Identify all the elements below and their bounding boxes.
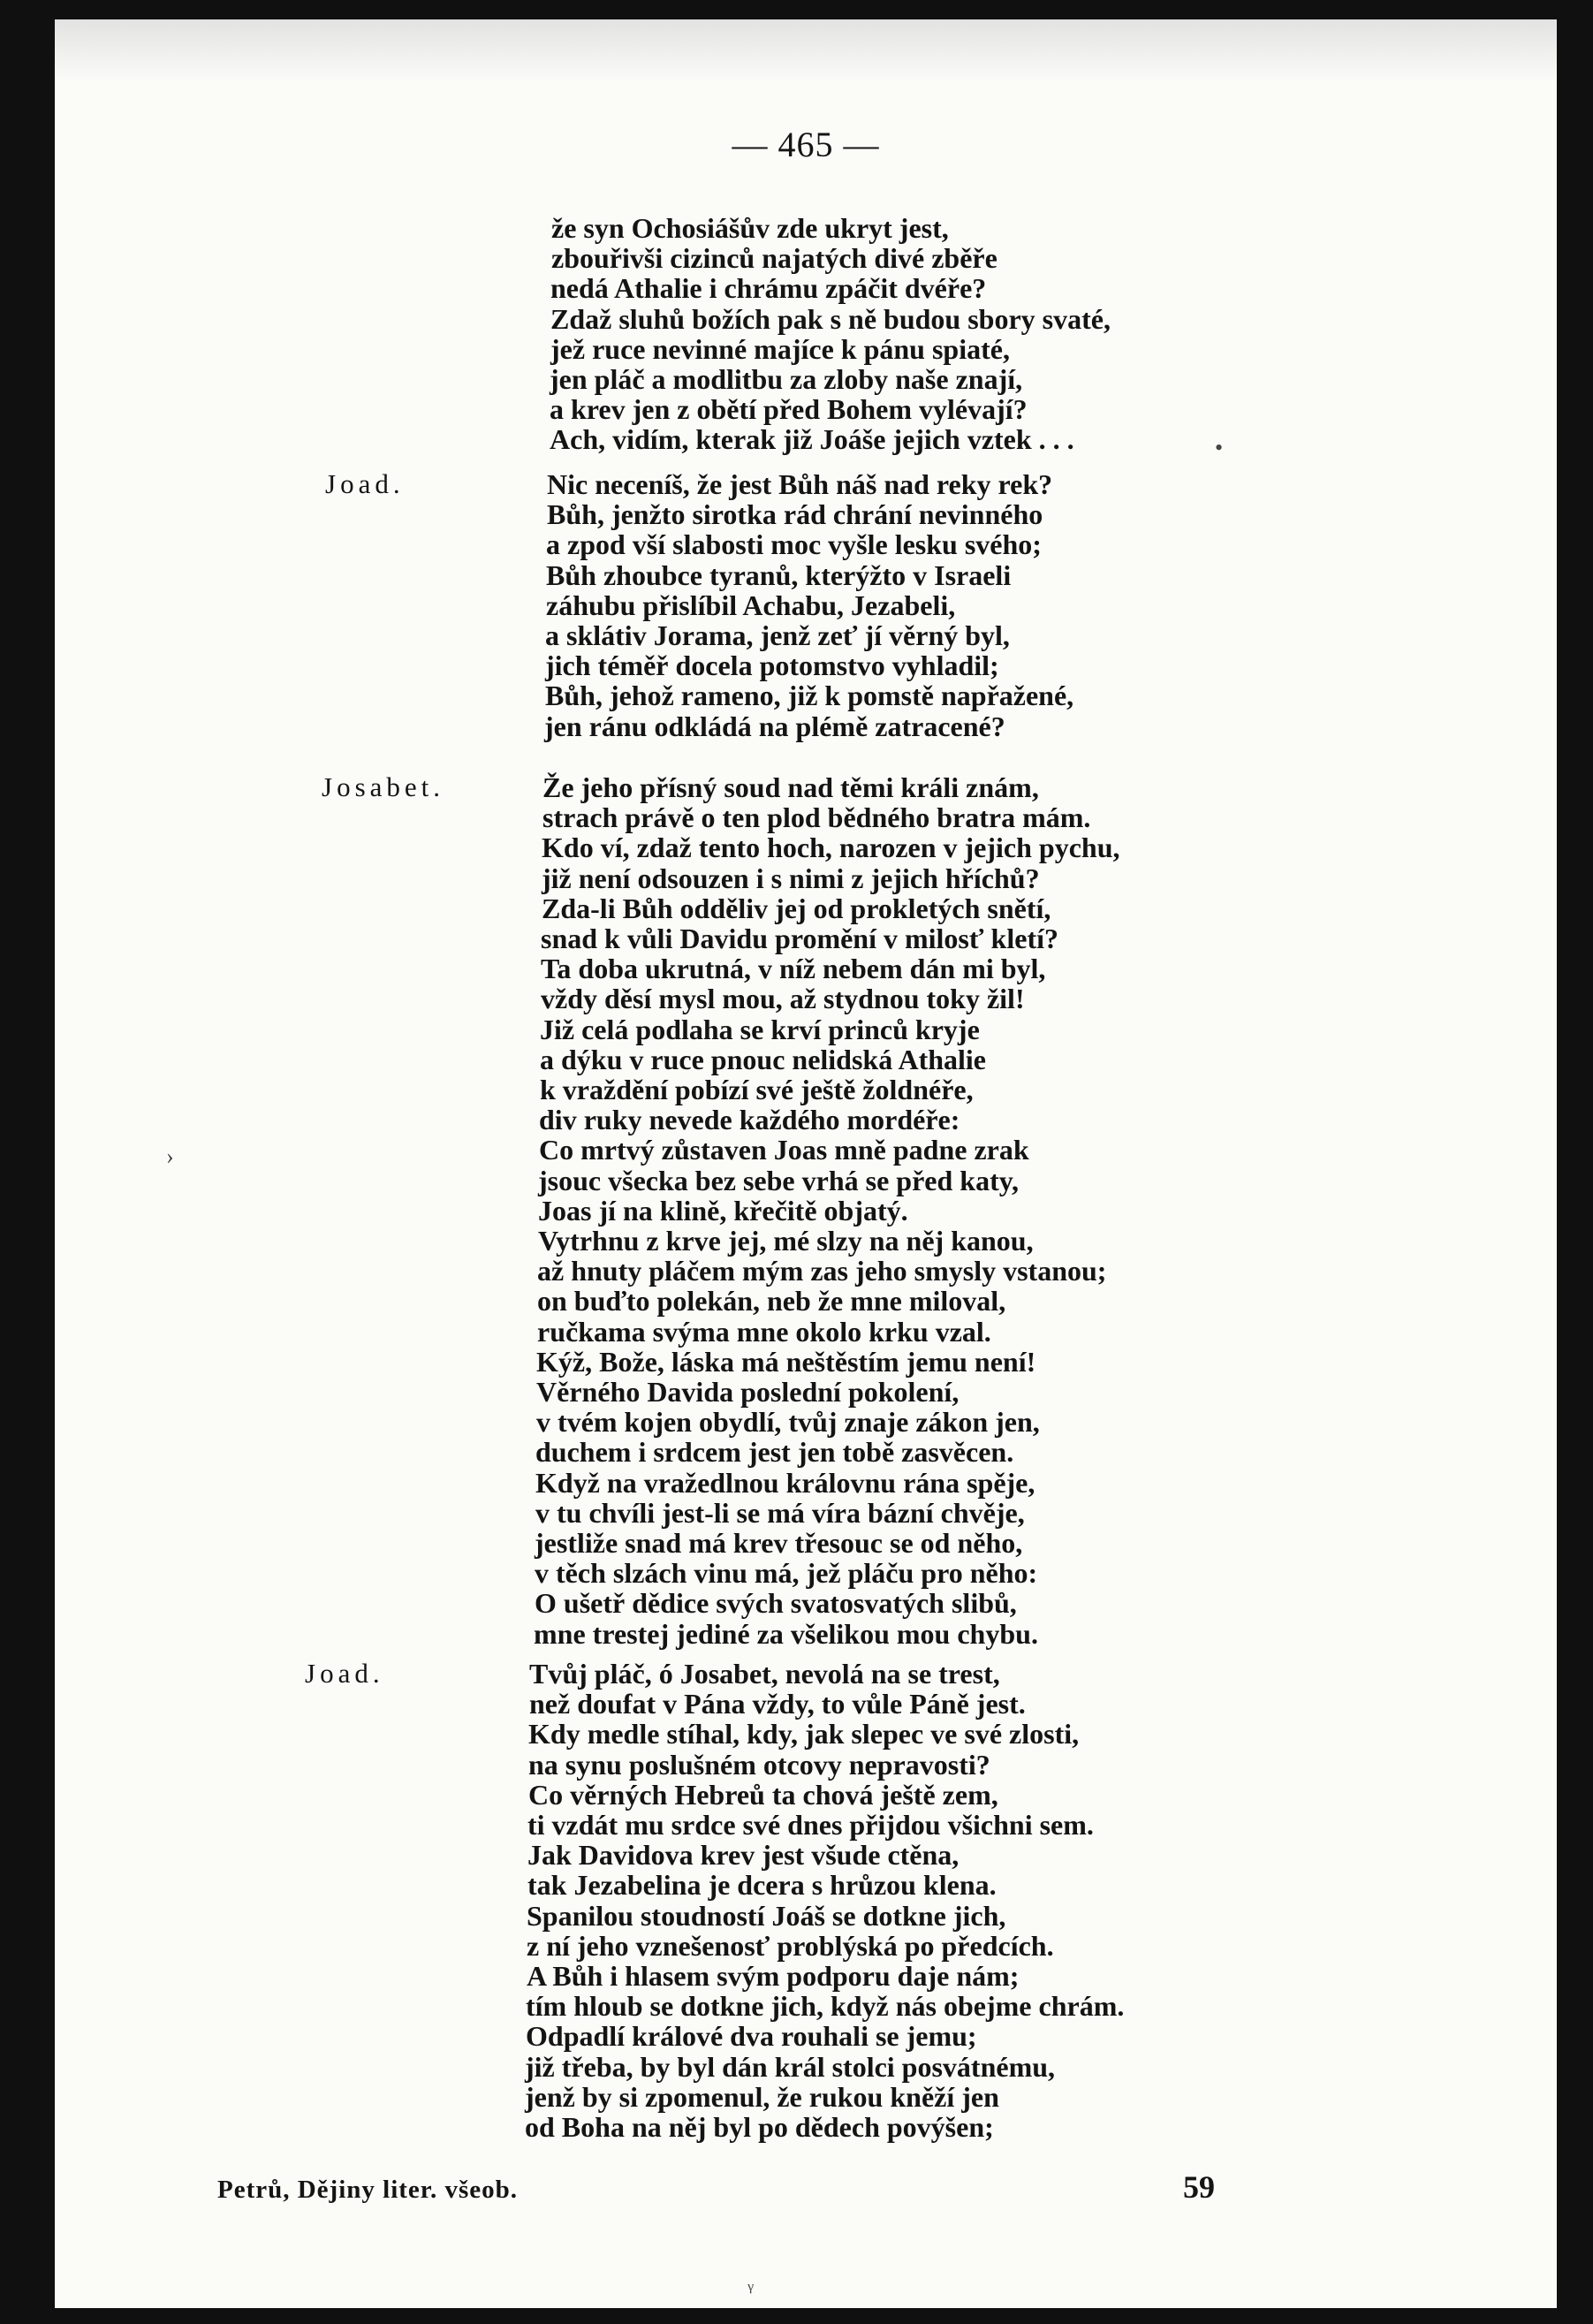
verse-text: Věrného Davida poslední pokolení,	[536, 1376, 960, 1408]
verse-text: A Bůh i hlasem svým podporu daje nám;	[527, 1960, 1020, 1992]
verse-text: Joas jí na klině, křečitě objatý.	[538, 1195, 908, 1227]
footer-source: Petrů, Dějiny liter. všeob.	[217, 2176, 519, 2204]
verse-line	[55, 2112, 1557, 2142]
verse-line	[55, 1780, 1557, 1810]
margin-mark: ›	[166, 1143, 174, 1169]
verse-text: Zda-li Bůh odděliv jej od prokletých snětí,	[542, 892, 1051, 924]
verse-line	[55, 394, 1557, 424]
verse-line	[55, 2052, 1557, 2082]
verse-text: nedá Athalie i chrámu zpáčit dvéře?	[550, 272, 987, 304]
verse-line	[55, 1105, 1557, 1135]
verse-line	[55, 243, 1557, 273]
verse-line	[55, 802, 1557, 832]
verse-line	[55, 1810, 1557, 1840]
speaker-label: Josabet.	[322, 771, 445, 802]
verse-line	[55, 1719, 1557, 1749]
verse-line	[55, 1075, 1557, 1105]
verse-text: div ruky nevede každého mordéře:	[539, 1104, 960, 1135]
verse-text: již není odsouzen i s nimi z jejich hříchů?	[542, 862, 1040, 894]
verse-line	[55, 364, 1557, 394]
verse-text: Nic neceníš, že jest Bůh náš nad reky rek?	[547, 468, 1053, 500]
verse-line	[55, 1870, 1557, 1900]
verse-line	[55, 469, 1557, 499]
verse-text: jen pláč a modlitbu za zloby naše znají,	[550, 363, 1023, 395]
verse-line	[55, 1196, 1557, 1226]
verse-text: z ní jeho vznešenosť problýská po předcích.	[527, 1930, 1054, 1962]
verse-line	[55, 1528, 1557, 1558]
verse-text: a dýku v ruce pnouc nelidská Athalie	[540, 1044, 986, 1075]
verse-line	[55, 1166, 1557, 1196]
verse-text: jestliže snad má krev třesouc se od něho,	[535, 1527, 1023, 1559]
verse-text: Tvůj pláč, ó Josabet, nevolá na se trest,	[529, 1658, 1000, 1690]
verse-line	[55, 680, 1557, 710]
verse-line	[55, 1437, 1557, 1467]
verse-line	[55, 832, 1557, 862]
verse-line	[55, 711, 1557, 741]
verse-line	[55, 1407, 1557, 1437]
verse-line	[55, 772, 1557, 802]
bottom-mark: ᵧ	[747, 2268, 754, 2294]
verse-line	[55, 1689, 1557, 1719]
verse-text: Bůh, jehož rameno, již k pomstě napřažené,	[545, 680, 1074, 711]
verse-line	[55, 560, 1557, 590]
verse-line	[55, 2082, 1557, 2112]
verse-text: O ušetř dědice svých svatosvatých slibů,	[535, 1587, 1017, 1619]
verse-line	[55, 1750, 1557, 1780]
verse-line	[55, 1931, 1557, 1961]
verse-line	[55, 424, 1557, 454]
verse-text: Když na vražedlnou královnu rána spěje,	[535, 1467, 1035, 1499]
verse-text: snad k vůli Davidu promění v milosť kletí?	[541, 923, 1058, 954]
verse-line	[55, 304, 1557, 334]
verse-text: jež ruce nevinné majíce k pánu spiaté,	[550, 333, 1010, 365]
verse-line	[55, 1901, 1557, 1931]
verse-line	[55, 953, 1557, 984]
verse-text: v těch slzách vinu má, jež pláču pro něho:	[535, 1557, 1038, 1589]
verse-text: záhubu přislíbil Achabu, Jezabeli,	[546, 589, 956, 621]
verse-text: Bůh zhoubce tyranů, kterýžto v Israeli	[546, 559, 1012, 591]
verse-text: ručkama svýma mne okolo krku vzal.	[537, 1316, 991, 1348]
verse-line	[55, 499, 1557, 529]
verse-text: až hnuty pláčem mým zas jeho smysly vstanou;	[537, 1255, 1107, 1287]
verse-text: Kdo ví, zdaž tento hoch, narozen v jejich pychu,	[542, 832, 1120, 863]
footer-signature-number: 59	[1183, 2169, 1215, 2205]
verse-line	[55, 1226, 1557, 1256]
verse-line	[55, 863, 1557, 893]
verse-text: mne trestej jediné za všelikou mou chybu.	[534, 1618, 1038, 1650]
verse-text: že syn Ochosiášův zde ukryt jest,	[551, 212, 949, 244]
verse-text: zbouřivši cizinců najatých divé zběře	[551, 242, 998, 274]
verse-text: než doufat v Pána vždy, to vůle Páně jest.	[529, 1688, 1026, 1720]
verse-text: k vraždění pobízí své ještě žoldnéře,	[540, 1074, 974, 1105]
verse-text: vždy děsí mysl mou, až stydnou toky žil!	[541, 983, 1025, 1014]
verse-line	[55, 1840, 1557, 1870]
verse-text: Vytrhnu z krve jej, mé slzy na něj kanou,	[538, 1225, 1034, 1257]
document-page	[55, 19, 1557, 2308]
verse-text: v tvém kojen obydlí, tvůj znaje zákon jen,	[536, 1406, 1040, 1438]
verse-text: Odpadlí králové dva rouhali se jemu;	[526, 2020, 977, 2052]
verse-text: strach právě o ten plod bědného bratra mám.	[542, 801, 1091, 833]
verse-text: a krev jen z obětí před Bohem vylévají?	[550, 393, 1028, 425]
verse-line	[55, 213, 1557, 243]
verse-text: od Boha na něj byl po dědech povýšen;	[525, 2111, 994, 2143]
verse-line	[55, 893, 1557, 923]
speaker-label: Joad.	[305, 1658, 384, 1689]
verse-line	[55, 334, 1557, 364]
verse-line	[55, 1498, 1557, 1528]
verse-text: Zdaž sluhů božích pak s ně budou sbory svaté,	[550, 303, 1111, 335]
verse-text: Co věrných Hebreů ta chová ještě zem,	[528, 1779, 998, 1811]
verse-line	[55, 1256, 1557, 1286]
verse-line	[55, 650, 1557, 680]
verse-line	[55, 1347, 1557, 1377]
verse-line	[55, 1286, 1557, 1316]
verse-line	[55, 620, 1557, 650]
page-number: — 465 —	[732, 125, 880, 164]
speaker-label: Joad.	[325, 468, 405, 499]
speck-mark: •	[1215, 435, 1224, 460]
verse-text: Již celá podlaha se krví princů kryje	[540, 1014, 980, 1045]
verse-text: jsouc všecka bez sebe vrhá se před katy,	[538, 1165, 1019, 1196]
verse-text: Spanilou stoudností Joáš se dotkne jich,	[527, 1900, 1006, 1932]
verse-text: jenž by si zpomenul, že rukou kněží jen	[525, 2081, 999, 2113]
verse-text: Jak Davidova krev jest všude ctěna,	[527, 1839, 960, 1871]
verse-line	[55, 2021, 1557, 2051]
verse-text: Kýž, Bože, láska má neštěstím jemu není!	[536, 1346, 1036, 1378]
verse-line	[55, 1588, 1557, 1618]
verse-line	[55, 1377, 1557, 1407]
verse-line	[55, 1135, 1557, 1165]
verse-text: tím hloub se dotkne jich, když nás obejme chrám.	[526, 1990, 1125, 2022]
verse-text: Co mrtvý zůstaven Joas mně padne zrak	[539, 1134, 1029, 1166]
verse-text: ti vzdát mu srdce své dnes přijdou všichni sem.	[527, 1809, 1094, 1841]
verse-text: a zpod vší slabosti moc vyšle lesku svého;	[546, 528, 1042, 560]
verse-line	[55, 1991, 1557, 2021]
verse-text: a sklátiv Jorama, jenž zeť jí věrný byl,	[545, 619, 1010, 651]
verse-text: Že jeho přísný soud nad těmi králi znám,	[542, 771, 1039, 803]
verse-line	[55, 273, 1557, 303]
verse-line	[55, 1659, 1557, 1689]
verse-line	[55, 529, 1557, 559]
verse-line	[55, 1558, 1557, 1588]
verse-line	[55, 1014, 1557, 1044]
verse-line	[55, 1468, 1557, 1498]
verse-text: Ta doba ukrutná, v níž nebem dán mi byl,	[541, 953, 1046, 984]
verse-text: jen ránu odkládá na plémě zatracené?	[544, 710, 1005, 742]
verse-line	[55, 923, 1557, 953]
verse-line	[55, 1961, 1557, 1991]
verse-line	[55, 590, 1557, 620]
verse-text: Ach, vidím, kterak již Joáše jejich vztek . . .	[550, 423, 1074, 455]
page-edge-shadow	[55, 19, 1557, 81]
verse-text: Kdy medle stíhal, kdy, jak slepec ve své zlosti,	[528, 1718, 1080, 1750]
verse-text: duchem i srdcem jest jen tobě zasvěcen.	[535, 1436, 1014, 1468]
verse-line	[55, 984, 1557, 1014]
verse-text: jich téměř docela potomstvo vyhladil;	[545, 649, 999, 681]
verse-text: v tu chvíli jest-li se má víra bázní chvěje,	[535, 1497, 1025, 1529]
verse-text: již třeba, by byl dán král stolci posvátnému,	[525, 2051, 1056, 2083]
verse-line	[55, 1317, 1557, 1347]
verse-text: Bůh, jenžto sirotka rád chrání nevinného	[547, 498, 1043, 530]
verse-text: na synu poslušném otcovy nepravosti?	[528, 1749, 990, 1781]
verse-line	[55, 1044, 1557, 1075]
verse-line	[55, 1619, 1557, 1649]
verse-text: on buďto polekán, neb že mne miloval,	[537, 1285, 1006, 1317]
verse-text: tak Jezabelina je dcera s hrůzou klena.	[527, 1869, 997, 1901]
